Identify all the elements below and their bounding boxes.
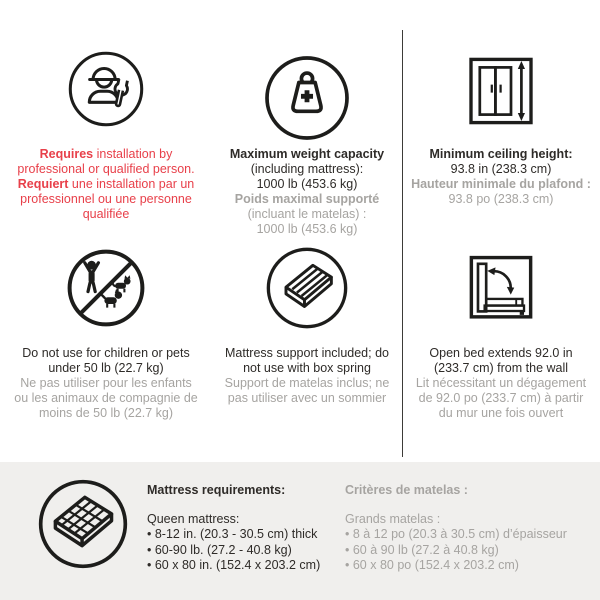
installer-icon [68, 51, 144, 127]
block-open-bed [402, 240, 600, 462]
mattress-requirements-fr [345, 483, 595, 600]
mattress-icon [37, 478, 129, 600]
mattress-specs-fr [345, 527, 595, 574]
mattress-requirements-title: Mattress requirements: [147, 483, 286, 497]
mattress-specs-en [147, 527, 329, 574]
mattress-requirements-section [0, 462, 600, 600]
weight-capacity-icon [264, 55, 350, 141]
criteres-matelas-title: Critères de matelas : [345, 483, 468, 497]
grands-matelas-label: Grands matelas : [345, 511, 441, 526]
list-item: • 60-90 lb. (27.2 - 40.8 kg) [147, 543, 329, 559]
queen-mattress-label: Queen mattress: [147, 511, 240, 526]
block-ceiling-height [402, 0, 600, 240]
open-bed-text: Open bed extends 92.0 in (233.7 cm) from the wall Lit nécessitant un dégagement de 92.0 po (233.7 cm) à partir du mur une fois ouvert [415, 346, 587, 420]
installation-text: Requires installation by professional or qualified person. Requiert une installation par un professionnel ou une personne qualifiée [17, 147, 195, 221]
ceiling-height-icon [461, 51, 541, 131]
list-item: • 8 à 12 po (20.3 à 30.5 cm) d’épaisseur [345, 527, 595, 543]
mattress-requirements-en [147, 483, 329, 600]
ceiling-height-text: Minimum ceiling height: 93.8 in (238.3 cm) Hauteur minimale du plafond : 93.8 po (238.3 cm) [411, 147, 591, 206]
no-children-pets-icon [66, 248, 146, 328]
block-no-children-pets [0, 240, 212, 462]
list-item: • 60 x 80 po (152.4 x 203.2 cm) [345, 558, 595, 574]
block-weight-capacity [212, 0, 402, 240]
mattress-support-text: Mattress support included; do not use with box spring Support de matelas inclus; ne pas utiliser avec un sommier [224, 346, 390, 405]
top-row [0, 0, 600, 240]
list-item: • 60 à 90 lb (27.2 à 40.8 kg) [345, 543, 595, 559]
open-bed-icon [462, 249, 540, 327]
block-mattress-support [212, 240, 402, 462]
list-item: • 8-12 in. (20.3 - 30.5 cm) thick [147, 527, 329, 543]
list-item: • 60 x 80 in. (152.4 x 203.2 cm) [147, 558, 329, 574]
block-installation [0, 0, 212, 240]
no-children-pets-text: Do not use for children or pets under 50 lb (22.7 kg) Ne pas utiliser pour les enfants ou les animaux de compagnie de moins de 50 lb (22.7 kg) [14, 346, 198, 420]
weight-capacity-text: Maximum weight capacity (including mattress): 1000 lb (453.6 kg) Poids maximal supporté (incluant le matelas) : 1000 lb (453.6 kg) [229, 147, 385, 236]
bottom-row [0, 240, 600, 462]
mattress-support-icon [265, 246, 349, 330]
